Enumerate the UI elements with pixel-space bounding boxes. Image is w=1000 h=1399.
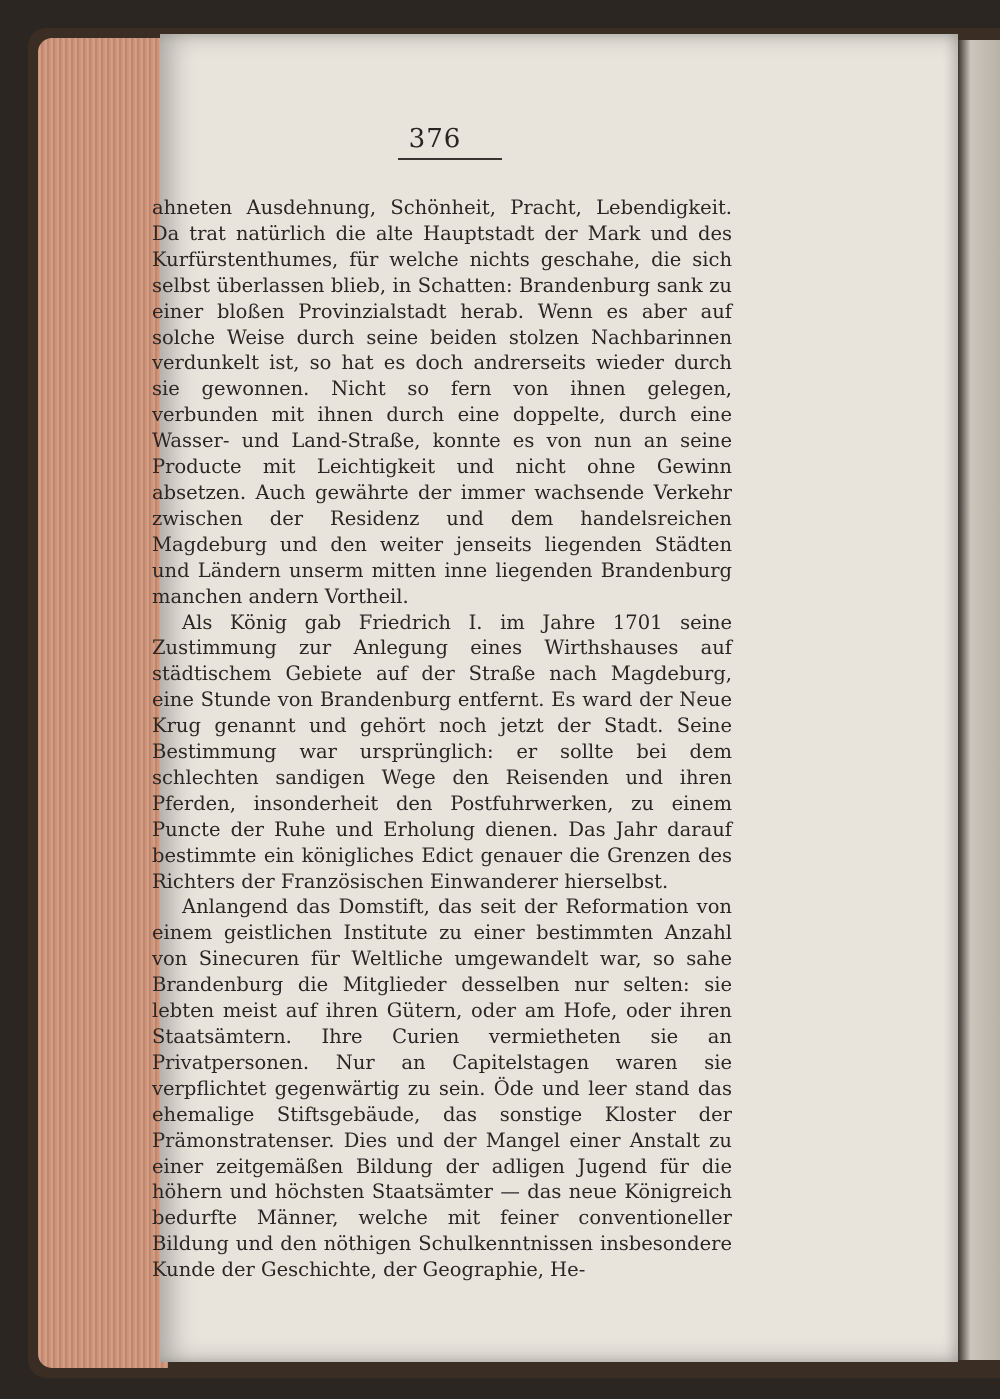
header-rule [398,158,502,160]
page-number: 376 [408,124,462,154]
facing-page-edge [958,40,1000,1360]
page-edges [38,38,168,1368]
page-body [152,195,732,1283]
paragraph: Als König gab Friedrich I. im Jahre 1701 seine Zustimmung zur Anlegung eines Wirthshauses auf städtischem Gebiete auf der Straße nach Magdeburg, eine Stunde von Brandenburg entfernt. Es ward der Neue Krug genannt und gehört noch jetzt der Stadt. Seine Bestimmung war ursprünglich: er sollte bei dem schlechten sandigen Wege den Reisenden und ihren Pferden, insonderheit den Postfuhrwerken, zu einem Puncte der Ruhe und Erholung dienen. Das Jahr darauf bestimmte ein königliches Edict genauer die Grenzen des Richters der Französischen Einwanderer hierselbst. [152,610,732,893]
paragraph: ahneten Ausdehnung, Schönheit, Pracht, Lebendigkeit. Da trat natürlich die alte Hauptstadt der Mark und des Kurfürstenthumes, für welche nichts geschahe, die sich selbst überlassen blieb, in Schatten: Brandenburg sank zu einer bloßen Provinzialstadt herab. Wenn es aber auf solche Weise durch seine beiden stolzen Nachbarinnen verdunkelt ist, so hat es doch andrerseits wieder durch sie gewonnen. Nicht so fern von ihnen gelegen, verbunden mit ihnen durch eine doppelte, durch eine Wasser- und Land-Straße, konnte es von nun an seine Producte mit Leichtigkeit und nicht ohne Gewinn absetzen. Auch gewährte der immer wachsende Verkehr zwischen der Residenz und dem handelsreichen Magdeburg und den weiter jenseits liegenden Städten und Ländern unserm mitten inne liegenden Brandenburg manchen andern Vortheil. [152,196,732,608]
paragraph: Anlangend das Domstift, das seit der Reformation von einem geistlichen Institute zu einer bestimmten Anzahl von Sinecuren für Weltliche umgewandelt war, so sahe Brandenburg die Mitglieder desselben nur selten: sie lebten meist auf ihren Gütern, oder am Hofe, oder ihren Staatsämtern. Ihre Curien vermietheten sie an Privatpersonen. Nur an Capitelstagen waren sie verpflichtet gegenwärtig zu sein. Öde und leer stand das ehemalige Stiftsgebäude, das sonstige Kloster der Prämonstratenser. Dies und der Mangel einer Anstalt zu einer zeitgemäßen Bildung der adligen Jugend für die höhern und höchsten Staatsämter — das neue Königreich bedurfte Männer, welche mit feiner conventioneller Bildung und den nöthigen Schulkenntnissen insbesondere Kunde der Geschichte, der Geographie, He- [152,895,732,1282]
